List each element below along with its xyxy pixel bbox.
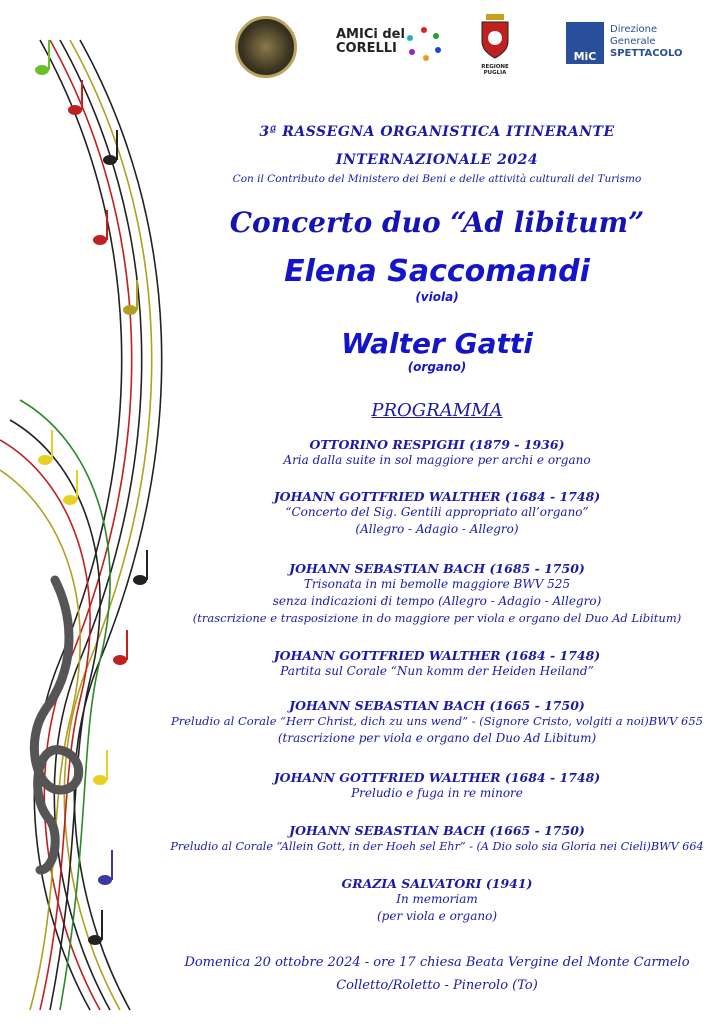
work-line: In memoriam [396, 892, 478, 906]
composer: JOHANN GOTTFRIED WALTHER (1684 - 1748) [273, 770, 601, 785]
mic-box [566, 22, 604, 64]
programme-block-5 [150, 698, 724, 747]
contribution-note: Con il Contributo del Ministero dei Beni e delle attività culturali del Turismo [232, 173, 642, 185]
amici-corelli-line2: CORELLI [336, 41, 397, 56]
programme-heading: PROGRAMMA [371, 400, 503, 421]
work-line: Trisonata in mi bemolle maggiore BWV 525 [303, 577, 571, 591]
work-line: “Concerto del Sig. Gentili appropriato all’organo” [285, 505, 589, 519]
mic-text [610, 24, 683, 60]
amici-corelli-line1: AMICi del [336, 27, 405, 42]
programme-block-3 [150, 561, 724, 627]
mic-line2: Generale [610, 36, 656, 47]
work-line: (trascrizione e trasposizione in do maggiore per viola e organo del Duo Ad Libitum) [192, 611, 682, 625]
event-date-venue: Domenica 20 ottobre 2024 - ore 17 chiesa Beata Vergine del Monte Carmelo [184, 955, 690, 970]
mic-line3: SPETTACOLO [610, 48, 683, 59]
work-line: Preludio al Corale “Herr Christ, dich zu uns wend” - (Signore Cristo, volgiti a noi)BWV 655 [171, 714, 703, 728]
composer: JOHANN SEBASTIAN BACH (1665 - 1750) [289, 698, 585, 713]
work-line: Preludio e fuga in re minore [351, 786, 523, 800]
programme-block-8 [150, 876, 724, 925]
programme-block-4 [150, 648, 724, 680]
work-line: Partita sul Corale “Nun komm der Heiden Heiland” [280, 664, 594, 678]
amici-corelli-logo [336, 28, 446, 68]
regione-puglia-logo [470, 14, 520, 78]
performer-2-instrument: (organo) [407, 360, 467, 374]
festival-title-line2: INTERNAZIONALE 2024 [335, 152, 539, 168]
festival-title-line1: 3ª RASSEGNA ORGANISTICA ITINERANTE [259, 124, 615, 140]
work-line: (Allegro - Adagio - Allegro) [355, 522, 519, 536]
programme-block-6 [150, 770, 724, 802]
treble-clef-icon [34, 580, 78, 870]
colorful-figures-icon [404, 24, 444, 64]
puglia-label: REGIONE PUGLIA [481, 64, 509, 76]
mic-word: MiC [573, 50, 597, 63]
puglia-crest-icon [480, 14, 510, 60]
programme-block-1 [150, 437, 724, 469]
composer: JOHANN SEBASTIAN BACH (1685 - 1750) [289, 561, 585, 576]
work-line: Preludio al Corale “Allein Gott, in der Hoeh sel Ehr” - (A Dio solo sia Gloria nei Cieli)BWV 664 [170, 840, 704, 853]
seal-logo [235, 16, 297, 78]
composer: OTTORINO RESPIGHI (1879 - 1936) [309, 437, 565, 452]
composer: GRAZIA SALVATORI (1941) [341, 876, 533, 891]
work-line: (per viola e organo) [376, 909, 497, 923]
concert-title: Concerto duo “Ad libitum” [229, 206, 645, 239]
performer-2-name: Walter Gatti [341, 327, 533, 360]
composer: JOHANN GOTTFRIED WALTHER (1684 - 1748) [273, 489, 601, 504]
composer: JOHANN GOTTFRIED WALTHER (1684 - 1748) [273, 648, 601, 663]
work-line: (trascrizione per viola e organo del Duo Ad Libitum) [277, 731, 597, 745]
performer-1-instrument: (viola) [415, 290, 459, 304]
performer-1-name: Elena Saccomandi [284, 254, 590, 289]
mic-line1: Direzione [610, 24, 658, 35]
programme-block-2 [150, 489, 724, 538]
work-line: senza indicazioni di tempo (Allegro - Adagio - Allegro) [272, 594, 602, 608]
work-line: Aria dalla suite in sol maggiore per archi e organo [283, 453, 591, 467]
composer: JOHANN SEBASTIAN BACH (1665 - 1750) [289, 823, 585, 838]
mic-logo [566, 22, 696, 66]
event-location: Colletto/Roletto - Pinerolo (To) [336, 978, 538, 993]
programme-block-7 [150, 823, 724, 855]
